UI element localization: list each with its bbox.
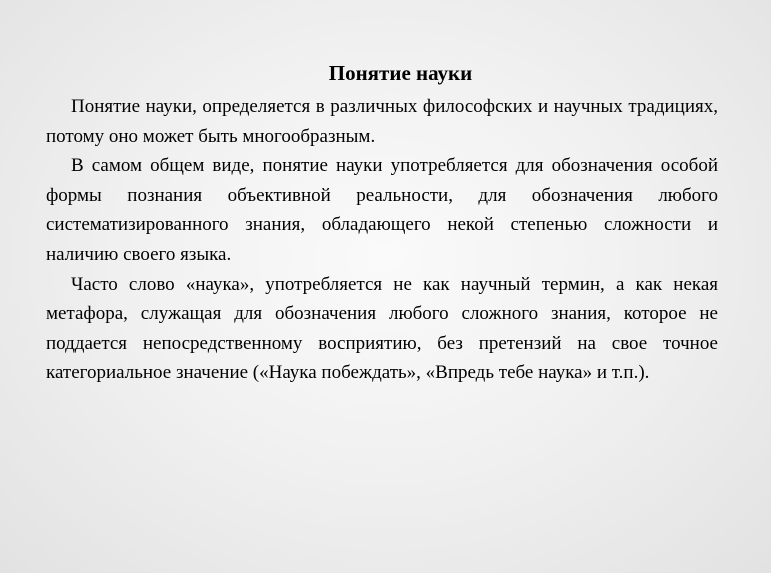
slide-title: Понятие науки [328,61,473,85]
paragraph-definition: Понятие науки, определяется в различных философских и научных традициях, потому оно может быть многообразным. [46,96,718,147]
paragraph-general-meaning: В самом общем виде, понятие науки употребляется для обозначения особой формы познания объективной реальности, для обозначения любого систематизированного знания, обладающего некой степенью сложности и наличию своего языка. [46,155,718,265]
slide-body [46,92,718,388]
paragraph-metaphor: Часто слово «наука», употребляется не как научный термин, а как некая метафора, служащая для обозначения любого сложного знания, которое не поддается непосредственному восприятию, без претензий на свое точное категориальное значение («Наука побеждать», «Впредь тебе наука» и т.п.). [46,273,718,384]
